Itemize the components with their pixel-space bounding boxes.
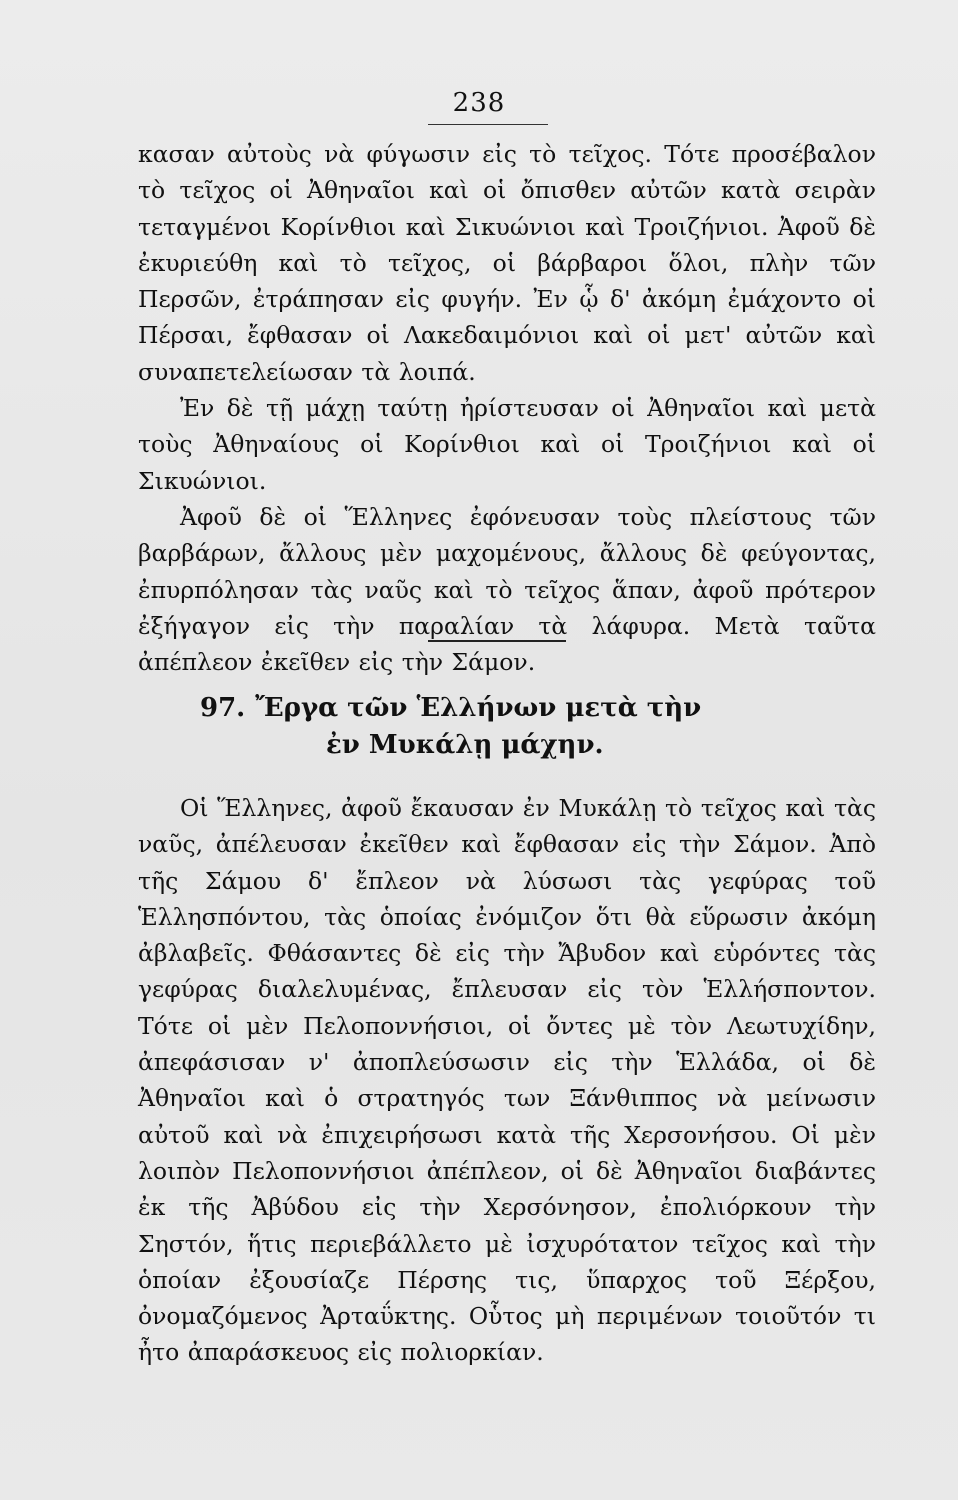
paragraph: Ἀφοῦ δὲ οἱ Ἕλληνες ἐφόνευσαν τοὺς πλείστους τῶν βαρβάρων, ἄλλους μὲν μαχομένους, ἄλλους δὲ φεύγοντας, ἐπυρπόλησαν τὰς ναῦς καὶ τὸ τεῖχος ἅπαν, ἀφοῦ πρότερον ἐξήγαγον εἰς τὴν παραλίαν τὰ λάφυρα. Μετὰ ταῦτα ἀπέπλεον ἐκεῖθεν εἰς τὴν Σάμον.	[138, 502, 876, 677]
section-heading	[200, 690, 840, 764]
section-number: 97.	[200, 693, 246, 723]
page-number: 238	[452, 88, 506, 118]
page-number-rule	[428, 124, 548, 125]
section-title-line-2: ἐν Μυκάλῃ μάχην.	[326, 730, 604, 760]
paragraph: Οἱ Ἕλληνες, ἀφοῦ ἔκαυσαν ἐν Μυκάλῃ τὸ τεῖχος καὶ τὰς ναῦς, ἀπέλευσαν ἐκεῖθεν καὶ ἔφθασαν εἰς τὴν Σάμον. Ἀπὸ τῆς Σάμου δ' ἔπλεον νὰ λύσωσι τὰς γεφύρας τοῦ Ἑλλησπόντου, τὰς ὁποίας ἐνόμιζον ὅτι θὰ εὕρωσιν ἀκόμη ἀβλαβεῖς. Φθάσαντες δὲ εἰς τὴν Ἄβυδον καὶ εὑρόντες τὰς γεφύρας διαλελυμένας, ἔπλευσαν εἰς τὸν Ἑλλήσποντον. Τότε οἱ μὲν Πελοποννήσιοι, οἱ ὄντες μὲ τὸν Λεωτυχίδην, ἀπεφάσισαν ν' ἀποπλεύσωσιν εἰς τὴν Ἑλλάδα, οἱ δὲ Ἀθηναῖοι καὶ ὁ στρατηγός των Ξάνθιππος νὰ μείνωσιν αὐτοῦ καὶ νὰ ἐπιχειρήσωσι κατὰ τῆς Χερσονήσου. Οἱ μὲν λοιπὸν Πελοποννήσιοι ἀπέπλεον, οἱ δὲ Ἀθηναῖοι διαβάντες ἐκ τῆς Ἀβύδου εἰς τὴν Χερσόνησον, ἐπολιόρκουν τὴν Σηστόν, ἥτις περιεβάλλετο μὲ ἰσχυρότατον τεῖχος καὶ τὴν ὁποίαν ἐξουσίαζε Πέρσης τις, ὕπαρχος τοῦ Ξέρξου, ὀνομαζόμενος Ἀρταΰκτης. Οὗτος μὴ περιμένων τοιοῦτόν τι ἦτο ἀπαράσκευος εἰς πολιορκίαν.	[138, 794, 876, 1367]
section-divider	[428, 640, 566, 642]
paragraph: Ἐν δὲ τῇ μάχῃ ταύτῃ ἠρίστευσαν οἱ Ἀθηναῖοι καὶ μετὰ τοὺς Ἀθηναίους οἱ Κορίνθιοι καὶ οἱ Τροιζήνιοι καὶ οἱ Σικυώνιοι.	[138, 394, 876, 495]
section-title-line-1: Ἔργα τῶν Ἑλλήνων μετὰ τὴν	[255, 693, 702, 723]
paragraph: κασαν αὐτοὺς νὰ φύγωσιν εἰς τὸ τεῖχος. Τότε προσέβαλον τὸ τεῖχος οἱ Ἀθηναῖοι καὶ οἱ ὄπισθεν αὐτῶν κατὰ σειρὰν τεταγμένοι Κορίνθιοι καὶ Σικυώνιοι καὶ Τροιζήνιοι. Ἀφοῦ δὲ ἐκυριεύθη καὶ τὸ τεῖχος, οἱ βάρβαροι ὅλοι, πλὴν τῶν Περσῶν, ἐτράπησαν εἰς φυγήν. Ἐν ᾧ δ' ἀκόμη ἐμάχοντο οἱ Πέρσαι, ἔφθασαν οἱ Λακεδαιμόνιοι καὶ οἱ μετ' αὐτῶν καὶ συναπετελείωσαν τὰ λοιπά.	[138, 140, 876, 386]
text-block-top	[138, 136, 876, 680]
text-block-bottom	[138, 790, 876, 1371]
